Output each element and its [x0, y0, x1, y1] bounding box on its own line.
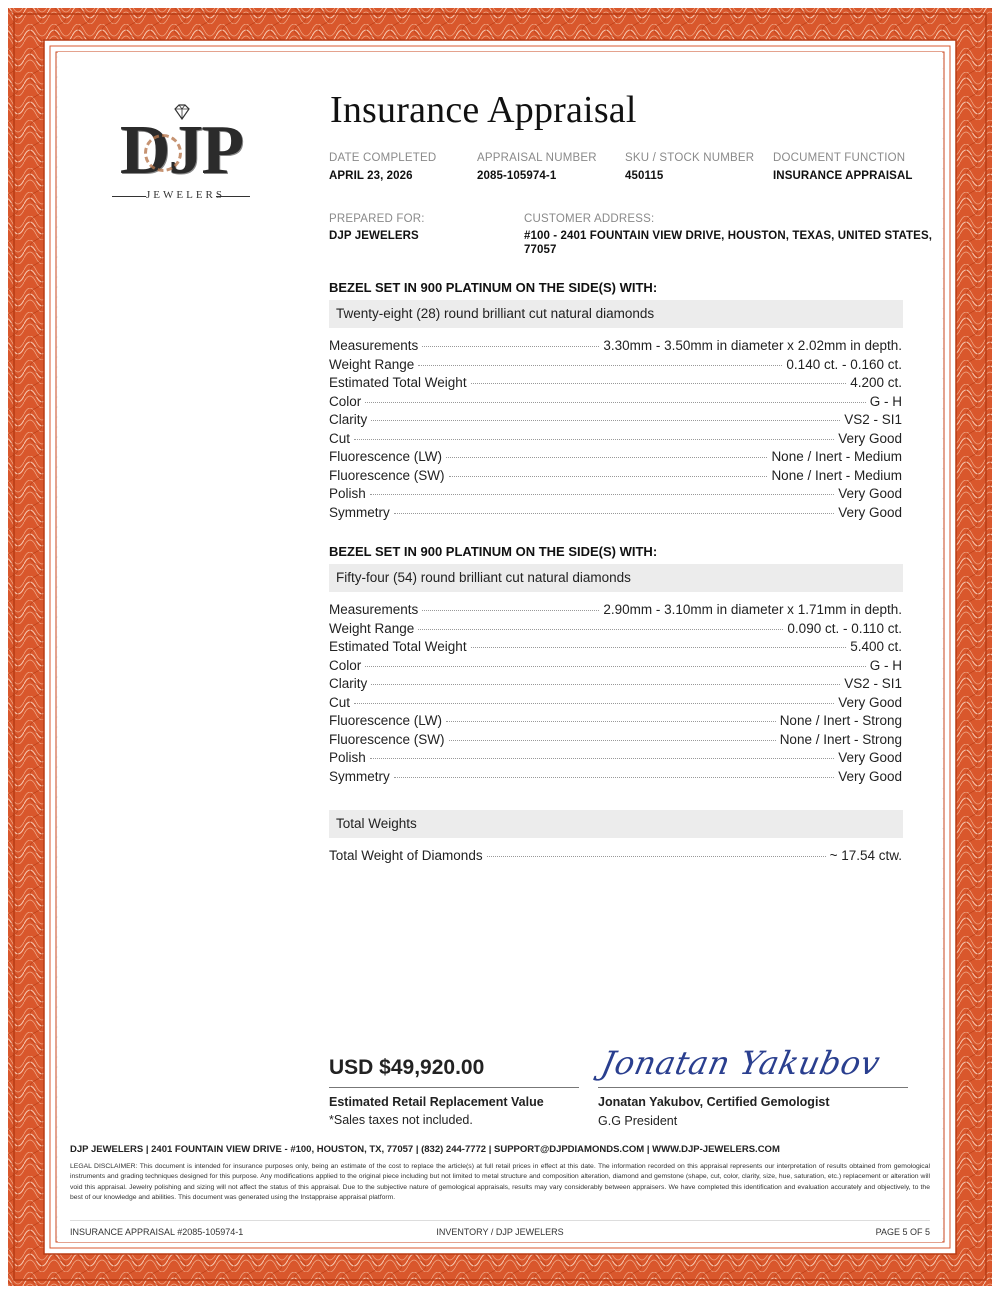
prepared-for-label: PREPARED FOR: [329, 213, 425, 225]
detail-row: Symmetry Very Good [329, 768, 902, 784]
detail-row: Weight Range 0.090 ct. - 0.110 ct. [329, 620, 902, 636]
section-1-description: Twenty-eight (28) round brilliant cut natural diamonds [329, 300, 903, 328]
date-completed-value: APRIL 23, 2026 [329, 170, 413, 182]
legal-disclaimer: LEGAL DISCLAIMER: This document is intended for insurance purposes only, being an estimate of the cost to replace the article(s) at full retail prices in effect at this date. The information recorded on this appraisal represents our interpretation of results obtained from gemological instruments and grading techniques designed for this purpose. Any modifications applied to the original piece including but not limited to metal structure and composition alteration, diamond and gemstone (shape, cut, color, clarity, size, hue, saturation, etc.) replacement or alteration will void this appraisal. Jewelry polishing and sizing will not affect the status of this appraisal. Due to the subjective nature of gemological appraisals, results may vary considerably between appraisers. We have completed this identification and evaluation accurately and objectively, to the best of our knowledge and abilities. This document was generated using the Instappraise appraisal platform. [70, 1163, 930, 1202]
detail-row: Estimated Total Weight 5.400 ct. [329, 639, 902, 654]
djp-logo [106, 104, 256, 210]
sales-tax-note: *Sales taxes not included. [329, 1113, 473, 1127]
detail-row: Fluorescence (SW) None / Inert - Medium [329, 467, 902, 483]
totals-details [329, 848, 902, 867]
total-weight-row: Total Weight of Diamonds ~ 17.54 ctw. [329, 848, 902, 863]
detail-row: Polish Very Good [329, 750, 902, 765]
detail-row: Estimated Total Weight 4.200 ct. [329, 375, 902, 390]
footer-inventory: INVENTORY / DJP JEWELERS [436, 1227, 564, 1237]
logo-letters: DJP [119, 112, 243, 189]
detail-row: Weight Range 0.140 ct. - 0.160 ct. [329, 356, 902, 372]
footer-contact: DJP JEWELERS | 2401 FOUNTAIN VIEW DRIVE - #100, HOUSTON, TX, 77057 | (832) 244-7772 | SUPPORT@DJPDIAMONDS.COM | WWW.DJP-JEWELERS.COM [70, 1144, 780, 1155]
document-function-label: DOCUMENT FUNCTION [773, 152, 906, 164]
detail-row: Clarity VS2 - SI1 [329, 676, 902, 691]
signer-title: G.G President [598, 1114, 678, 1128]
signer-name: Jonatan Yakubov, Certified Gemologist [598, 1095, 830, 1109]
section-2-description: Fifty-four (54) round brilliant cut natural diamonds [329, 564, 903, 592]
detail-row: Fluorescence (LW) None / Inert - Medium [329, 449, 902, 464]
section-2-details [329, 602, 902, 787]
footer-appraisal-id: INSURANCE APPRAISAL #2085-105974-1 [70, 1227, 244, 1237]
detail-row: Measurements 2.90mm - 3.10mm in diameter x 1.71mm in depth. [329, 602, 902, 617]
appraisal-number-label: APPRAISAL NUMBER [477, 152, 597, 164]
footer-page-number: PAGE 5 OF 5 [875, 1227, 930, 1237]
customer-address-line2: 77057 [524, 244, 557, 256]
customer-address-label: CUSTOMER ADDRESS: [524, 213, 655, 225]
prepared-for-value: DJP JEWELERS [329, 230, 419, 242]
logo-gear-icon [144, 134, 182, 172]
totals-heading: Total Weights [329, 810, 903, 838]
sku-label: SKU / STOCK NUMBER [625, 152, 755, 164]
signature-rule [598, 1087, 908, 1088]
section-2-heading: BEZEL SET IN 900 PLATINUM ON THE SIDE(S) WITH: [329, 544, 658, 559]
price-rule [329, 1087, 579, 1088]
document-function-value: INSURANCE APPRAISAL [773, 170, 913, 182]
date-completed-label: DATE COMPLETED [329, 152, 437, 164]
replacement-value-label: Estimated Retail Replacement Value [329, 1095, 544, 1109]
section-1-heading: BEZEL SET IN 900 PLATINUM ON THE SIDE(S) WITH: [329, 280, 658, 295]
section-1-details [329, 338, 902, 523]
sku-value: 450115 [625, 170, 664, 182]
detail-row: Clarity VS2 - SI1 [329, 412, 902, 427]
page-title: Insurance Appraisal [330, 89, 637, 131]
detail-row: Fluorescence (LW) None / Inert - Strong [329, 713, 902, 728]
detail-row: Color G - H [329, 657, 902, 673]
detail-row: Measurements 3.30mm - 3.50mm in diameter x 2.02mm in depth. [329, 338, 902, 353]
detail-row: Cut Very Good [329, 430, 902, 446]
appraisal-page [58, 52, 942, 1242]
detail-row: Polish Very Good [329, 486, 902, 501]
logo-subtitle: JEWELERS [146, 189, 225, 201]
replacement-value-price: USD $49,920.00 [329, 1056, 485, 1079]
appraisal-number-value: 2085-105974-1 [477, 170, 557, 182]
detail-row: Fluorescence (SW) None / Inert - Strong [329, 731, 902, 747]
detail-row: Symmetry Very Good [329, 504, 902, 520]
detail-row: Cut Very Good [329, 694, 902, 710]
detail-row: Color G - H [329, 393, 902, 409]
signature-script: Jonatan Yakubov [597, 1044, 884, 1082]
customer-address-line1: #100 - 2401 FOUNTAIN VIEW DRIVE, HOUSTON, TEXAS, UNITED STATES, [524, 230, 933, 242]
